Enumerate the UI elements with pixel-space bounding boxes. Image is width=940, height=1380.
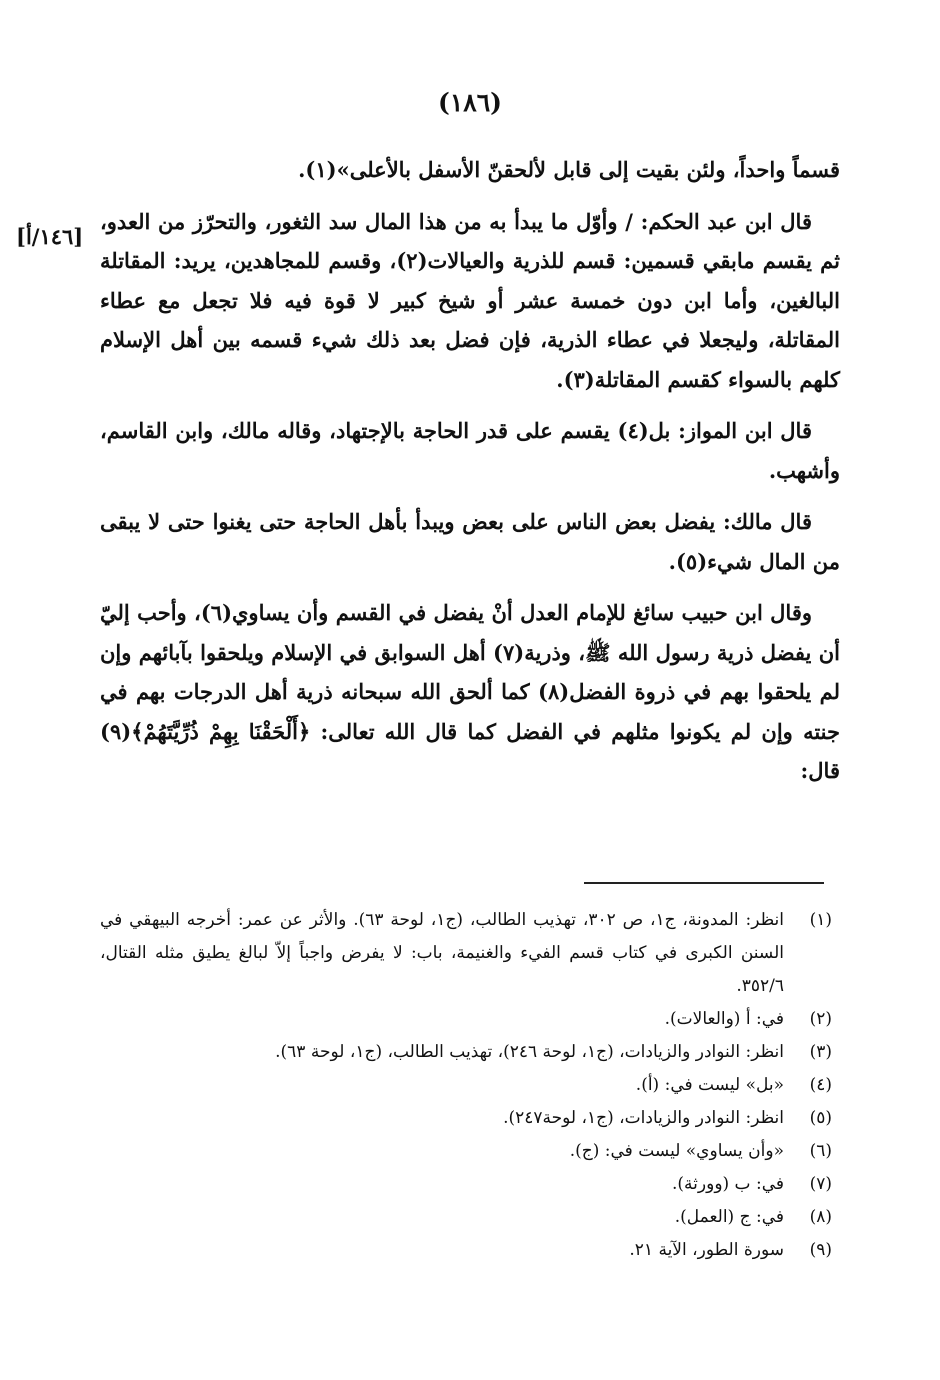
footnote-item (100, 1102, 840, 1135)
footnote-item (100, 1135, 840, 1168)
footnote-text: انظر: النوادر والزيادات، (ج١، لوحة ٢٤٦)، تهذيب الطالب، (ج١، لوحة ٦٣). (275, 1042, 784, 1062)
paragraph-2: قال ابن عبد الحكم: / وأوّل ما يبدأ به من هذا المال سد الثغور، والتحرّز من العدو، ثم يقسم مابقي قسمين: قسم للذرية والعيالات(٢)، وقسم للمجاهدين، يريد: المقاتلة البالغين، وأما ابن دون خمسة عشر أو شيخ كبير لا قوة فيه فلا تجعل مع عطاء المقاتلة، وليجعلا في عطاء الذرية، فإن فضل بعد ذلك شيء قسمه بين أهل الإسلام كلهم بالسواء كقسم المقاتلة(٣). (100, 208, 840, 392)
footnote-item (100, 1003, 840, 1036)
footnote-divider (584, 882, 824, 884)
footnote-text: في: ب (وورثة). (672, 1174, 784, 1194)
footnote-number: (٩) (809, 1240, 832, 1260)
paragraph-4: قال مالك: يفضل بعض الناس على بعض ويبدأ بأهل الحاجة حتى يغنوا حتى لا يبقى من المال شيء(٥). (100, 509, 840, 574)
page-number: (١٨٦) (438, 88, 502, 117)
footnote-number: (٨) (809, 1207, 832, 1227)
footnote-item (100, 1234, 840, 1267)
footnote-number: (٧) (809, 1174, 832, 1194)
footnote-number: (٤) (809, 1075, 832, 1095)
paragraph-5: وقال ابن حبيب سائغ للإمام العدل أنْ يفضل في القسم وأن يساوي(٦)، وأحب إليّ أن يفضل ذرية رسول الله ﷺ، وذرية(٧) أهل السوابق في الإسلام ويلحقوا بآبائهم وإن لم يلحقوا بهم في ذروة الفضل(٨) كما ألحق الله سبحانه ذرية أهل الدرجات بهم في جنته وإن لم يكونوا مثلهم في الفضل كما قال الله تعالى: ﴿أَلْحَقْنَا بِهِمْ ذُرِّيَّتَهُمْ﴾(٩) قال: (100, 600, 840, 783)
footnote-item (100, 1036, 840, 1069)
footnote-item (100, 1168, 840, 1201)
footnote-text: في: أ (والعالات). (664, 1009, 784, 1029)
footnote-number: (٥) (809, 1108, 832, 1128)
manuscript-folio-marker: [١٤٦/أ] (16, 224, 84, 249)
footnote-number: (١) (809, 910, 832, 930)
paragraph-3: قال ابن المواز: بل(٤) يقسم على قدر الحاجة بالإجتهاد، وقاله مالك، وابن القاسم، وأشهب. (100, 418, 840, 483)
paragraph-1: قسماً واحداً، ولئن بقيت إلى قابل لألحقنّ الأسفل بالأعلى»(١). (298, 157, 840, 182)
footnote-item (100, 1201, 840, 1234)
footnote-text: انظر: النوادر والزيادات، (ج١، لوحة٢٤٧). (503, 1108, 784, 1128)
footnote-number: (٣) (809, 1042, 832, 1062)
main-text (100, 150, 840, 791)
footnote-text: سورة الطور، الآية ٢١. (629, 1240, 784, 1260)
footnotes (100, 904, 840, 1267)
footnote-item (100, 1069, 840, 1102)
footnote-text: «بل» ليست في: (أ). (635, 1075, 784, 1095)
footnote-text: في: ج (العمل). (674, 1207, 784, 1227)
footnote-text: انظر: المدونة، ج١، ص ٣٠٢، تهذيب الطالب، (ج١، لوحة ٦٣). والأثر عن عمر: أخرجه البيهقي في السنن الكبرى في كتاب قسم الفيء والغنيمة، باب: لا يفرض واجباً إلاّ لبالغ يطيق مثله القتال، ٣٥٢/٦. (100, 910, 784, 996)
footnote-item (100, 904, 840, 1003)
footnote-text: «وأن يساوي» ليست في: (ج). (569, 1141, 784, 1161)
footnote-number: (٢) (809, 1009, 832, 1029)
footnote-number: (٦) (809, 1141, 832, 1161)
